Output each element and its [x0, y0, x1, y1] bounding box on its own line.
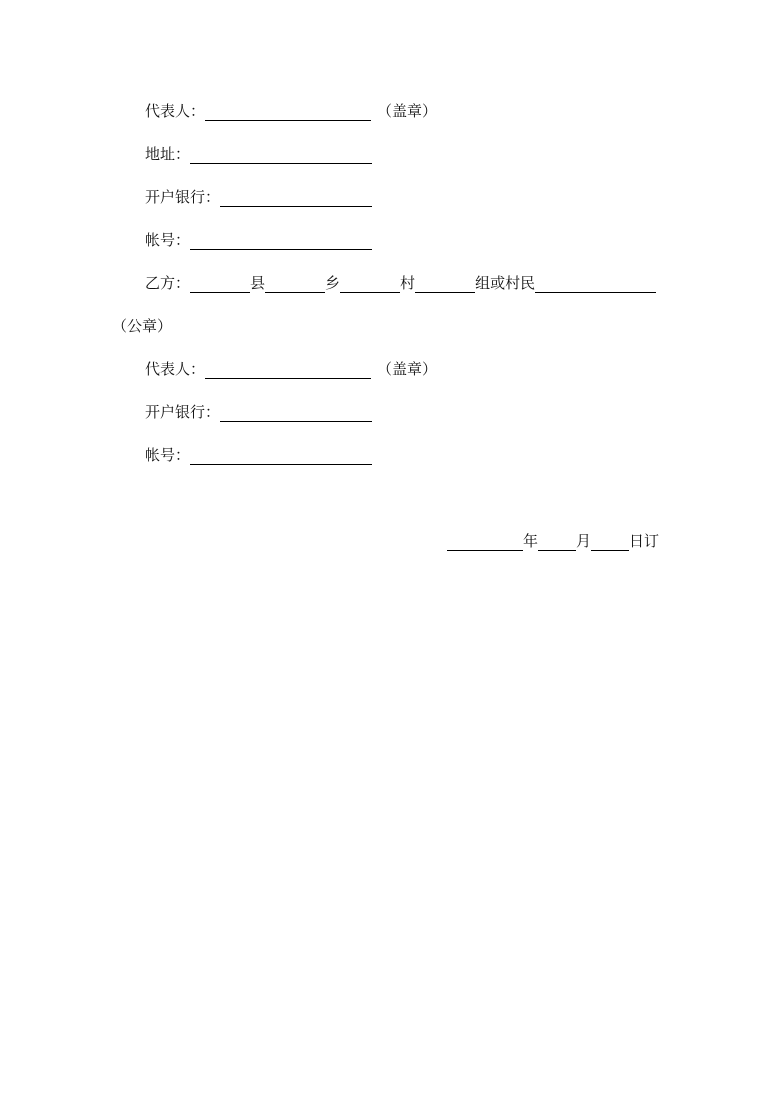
party-b-account-label: 帐号： [145, 446, 191, 464]
party-b-public-seal: （公章） [112, 317, 173, 335]
village-label: 村 [400, 274, 416, 292]
party-a-representative-seal: （盖章） [377, 102, 438, 120]
party-a-address-label: 地址： [145, 145, 191, 163]
county-label: 县 [250, 274, 266, 292]
county-blank[interactable] [190, 274, 250, 293]
party-b-representative-seal: （盖章） [377, 360, 438, 378]
party-b-row [145, 271, 656, 293]
party-a-representative-row [145, 99, 437, 121]
party-b-account-row [145, 443, 372, 465]
group-blank[interactable] [415, 274, 475, 293]
village-blank[interactable] [340, 274, 400, 293]
party-a-representative-label: 代表人： [145, 102, 206, 120]
township-label: 乡 [325, 274, 341, 292]
party-b-bank-label: 开户银行： [145, 403, 221, 421]
party-b-representative-blank[interactable] [205, 360, 371, 379]
party-a-address-blank[interactable] [190, 145, 372, 164]
party-b-representative-row [145, 357, 437, 379]
party-a-account-blank[interactable] [190, 231, 372, 250]
party-a-account-row [145, 228, 372, 250]
party-b-label: 乙方： [145, 274, 191, 292]
party-a-bank-row [145, 185, 372, 207]
party-b-bank-row [145, 400, 372, 422]
party-b-bank-blank[interactable] [220, 403, 372, 422]
party-a-bank-blank[interactable] [220, 188, 372, 207]
day-blank[interactable] [591, 532, 629, 551]
month-label: 月 [576, 532, 592, 550]
villager-name-blank[interactable] [535, 274, 656, 293]
year-label: 年 [523, 532, 539, 550]
month-blank[interactable] [538, 532, 576, 551]
group-or-villager-label: 组或村民 [475, 274, 536, 292]
year-blank[interactable] [447, 532, 523, 551]
date-row [447, 529, 659, 551]
party-a-bank-label: 开户银行： [145, 188, 221, 206]
party-b-seal-row [112, 314, 172, 336]
party-b-account-blank[interactable] [190, 446, 372, 465]
township-blank[interactable] [265, 274, 325, 293]
party-a-account-label: 帐号： [145, 231, 191, 249]
party-a-address-row [145, 142, 372, 164]
party-b-representative-label: 代表人： [145, 360, 206, 378]
party-a-representative-blank[interactable] [205, 102, 371, 121]
day-signed-label: 日订 [629, 532, 660, 550]
